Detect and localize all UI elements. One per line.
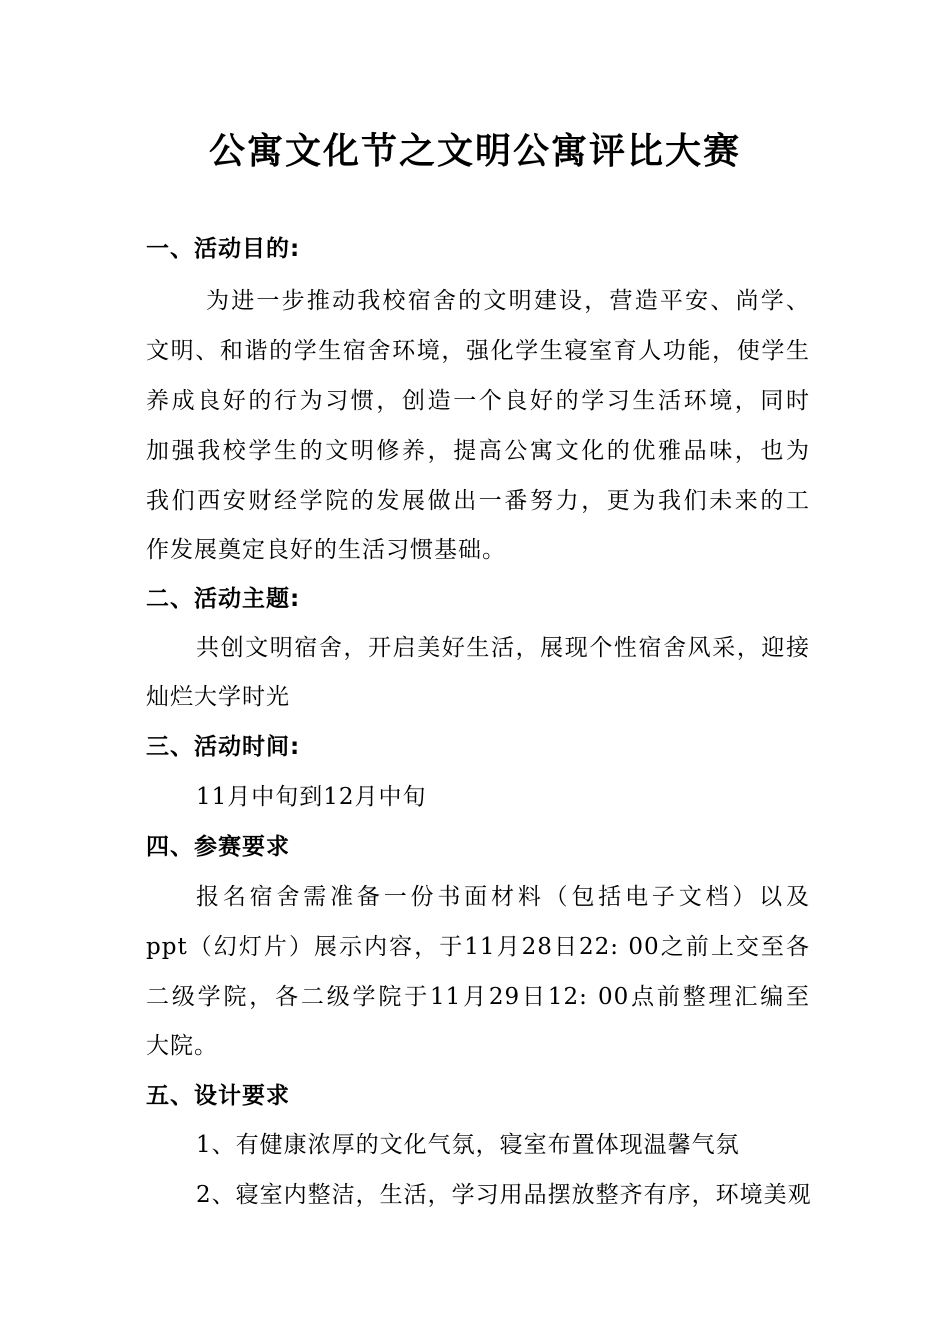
paragraph-line: 作发展奠定良好的生活习惯基础。 bbox=[146, 537, 506, 563]
paragraph-line: 我们西安财经学院的发展做出一番努力，更为我们未来的工 bbox=[146, 488, 810, 514]
section-heading-purpose: 一、活动目的: bbox=[146, 236, 301, 262]
paragraph-line: 养成良好的行为习惯，创造一个良好的学习生活环境，同时 bbox=[146, 388, 810, 414]
list-item: 1、有健康浓厚的文化气氛，寝室布置体现温馨气氛 bbox=[196, 1132, 740, 1158]
paragraph-line: 共创文明宿舍，开启美好生活，展现个性宿舍风采，迎接 bbox=[196, 635, 810, 661]
paragraph-line: 文明、和谐的学生宿舍环境，强化学生寝室育人功能，使学生 bbox=[146, 338, 810, 364]
section-heading-requirements: 四、参赛要求 bbox=[146, 834, 290, 860]
paragraph-line: 二级学院，各二级学院于11月29日12: 00点前整理汇编至 bbox=[146, 984, 810, 1010]
section-heading-time: 三、活动时间: bbox=[146, 734, 301, 760]
paragraph-line: 灿烂大学时光 bbox=[146, 684, 290, 710]
paragraph-line: 大院。 bbox=[146, 1033, 218, 1059]
paragraph-line: 为进一步推动我校宿舍的文明建设，营造平安、尚学、 bbox=[206, 288, 810, 314]
paragraph-line: ppt（幻灯片）展示内容，于11月28日22: 00之前上交至各 bbox=[146, 934, 810, 960]
paragraph-line: 加强我校学生的文明修养，提高公寓文化的优雅品味，也为 bbox=[146, 438, 810, 464]
paragraph-line: 报名宿舍需准备一份书面材料（包括电子文档）以及 bbox=[196, 884, 810, 910]
section-heading-theme: 二、活动主题: bbox=[146, 586, 301, 612]
paragraph-line: 11月中旬到12月中旬 bbox=[196, 784, 427, 810]
list-item: 2、寝室内整洁，生活，学习用品摆放整齐有序，环境美观 bbox=[196, 1182, 812, 1208]
section-heading-design: 五、设计要求 bbox=[146, 1083, 290, 1109]
document-title: 公寓文化节之文明公寓评比大赛 bbox=[208, 131, 741, 172]
